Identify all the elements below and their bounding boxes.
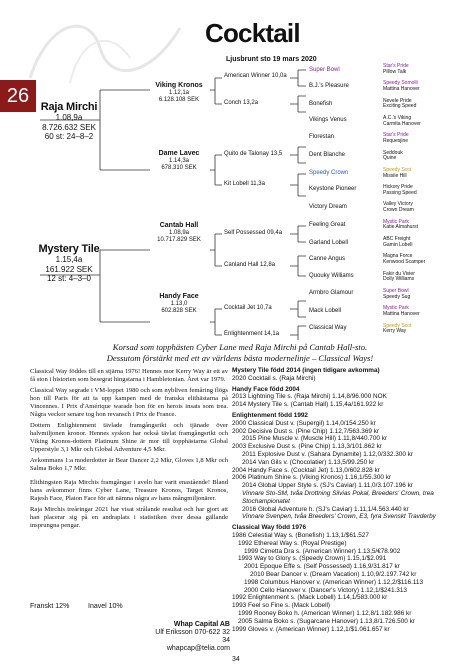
gen5-pair xyxy=(383,81,420,93)
right-line: 2006 Platinum Shine s. (Viking Kronos) 1.16,1/55.300 kr xyxy=(232,474,392,482)
right-line: 2014 Global Upper Style s. (SJ's Caviar) 1.11,0/3.107.196 kr xyxy=(242,482,413,490)
gen2-earnings: 6.128.108 SEK xyxy=(158,97,200,103)
gen5-pair xyxy=(383,168,411,180)
right-line: 2016 Global Adventure h. (SJ's Caviar) 1.11,1/4.563.440 kr xyxy=(242,505,409,513)
fee-inbreeding: Inavel 10% xyxy=(88,603,123,610)
right-line: 1986 Celestial Way s. (Bonefish) 1.13,1/$61.527 xyxy=(232,531,369,539)
sire-name: Raja Mirchi xyxy=(40,101,98,113)
right-line: 1999 Rooney Boko h. (American Winner) 1.12,8/1.182.986 kr xyxy=(238,609,412,617)
gen2-item xyxy=(145,81,213,104)
gen5-pair xyxy=(383,237,412,249)
dam-starts: 12 st: 4–3–0 xyxy=(46,274,92,283)
gen5-item: Speedy Sug xyxy=(383,293,411,300)
gen5-item: Requesjine xyxy=(383,137,409,144)
gen4-item: Garland Lobell xyxy=(309,240,349,246)
right-line: 2014 Mystery Tile s. (Cantab Hall) 1.15,4a/161.922 kr xyxy=(232,401,384,409)
gen2-record: 1.12,1a xyxy=(168,90,190,96)
right-column-text xyxy=(232,367,470,633)
gen2-record: 1.13,0 xyxy=(170,301,188,307)
gen2-name: Handy Face xyxy=(159,293,199,300)
right-line: 1999 Gloves v. (American Winner) 1.12,1/$1.061.657 kr xyxy=(232,625,390,633)
right-line: 2003 Exclusive Dust s. (Pine Chip) 1.13,3/101.862 kr xyxy=(232,443,382,451)
right-line: Classical Way född 1976 xyxy=(232,524,306,532)
breeder-name: Whap Capital AB xyxy=(173,621,230,628)
gen5-pair xyxy=(383,306,420,318)
gen5-item: Mattina Hanover xyxy=(383,310,420,317)
right-line: 2004 Handy Face s. (Cocktail Jet) 1.13,0/602.828 kr xyxy=(232,466,380,474)
gen4-item: Keystone Pioneer xyxy=(309,186,357,192)
gen5-item: Super Bowl xyxy=(383,287,409,294)
gen5-item: Star's Pride xyxy=(383,63,409,69)
right-line: 2001 Epoque Effe s. (Self Possessed) 1.16,9/31.817 kr xyxy=(244,563,400,571)
gen5-pair xyxy=(383,99,416,111)
gen5-item: Carmita Hanover xyxy=(383,120,421,127)
gen4-item: Florestan xyxy=(309,134,335,140)
gen5-pair xyxy=(383,254,425,266)
gen5-item: Mattina Hanover xyxy=(383,86,420,93)
right-line: Enlightenment född 1992 xyxy=(232,411,308,419)
gen4-item: Dent Blanche xyxy=(309,152,346,158)
gen4-item: Speedy Crown xyxy=(309,170,349,176)
sire-record: 1.08,9a xyxy=(55,113,83,122)
gen5-item: Speedy Scot xyxy=(383,166,412,173)
paragraph: Classical Way segrade i VM-loppet 1980 och som nybliven femåring flögs hon till Paris för att ta upp kampen med de franska elithästarna på Vincennes. I Prix d'Amérique warade hon för en herois insats som trea. Några veckor senare tog hon revansch i Prix de France. xyxy=(30,387,228,418)
gen5-item: Missile Hill xyxy=(383,172,407,179)
gen5-item: Kerry Way xyxy=(383,328,407,335)
dam-name: Mystery Tile xyxy=(38,243,100,255)
gen5-item: Exciting Speed xyxy=(383,103,417,110)
gen5-item: Pillow Talk xyxy=(383,68,407,75)
breeder-contact: Ulf Eriksson 070-622 32 34 xyxy=(155,629,230,644)
page-number: 34 xyxy=(232,656,240,663)
right-line: 2011 Explosive Dust v. (Sahara Dynamite) 1.12,0/332.300 kr xyxy=(242,450,413,458)
gen3-item: Enlightenment 14,1a xyxy=(224,331,280,337)
gen5-item: Seddouk xyxy=(383,149,403,156)
right-line: 2014 Van Gils v. (Chocolatier) 1.13,5/99.250 kr xyxy=(242,458,375,466)
page-subtitle: Ljusbrunt sto 19 mars 2020 xyxy=(226,56,317,63)
right-line: 1998 Columbus Hanover v. (American Winner) 1.12,2/$116.113 xyxy=(244,578,424,586)
gen4-item: Victory Dream xyxy=(309,204,347,210)
dam-block xyxy=(30,243,108,284)
gen5-item: Nevele Pride xyxy=(383,97,412,104)
gen2-earnings: 678.310 SEK xyxy=(161,165,197,171)
gen3-item: Cocktail Jet 10,7a xyxy=(224,305,272,311)
sire-block xyxy=(30,101,108,142)
paragraph: Classical Way föddes till en stjärna 1976! Hennes mor Kerry Way är ett av få ston i historien som besegrat hingstarna i Hambletonian. Året var 1979. xyxy=(30,368,228,383)
gen5-pair xyxy=(383,324,411,336)
gen4-item: Quouky Williams xyxy=(309,273,354,279)
page-title: Cocktail xyxy=(205,18,300,48)
gen5-item: Mystic Park xyxy=(383,305,409,312)
gen4-item: Vikings Venus xyxy=(309,117,347,123)
gen5-pair xyxy=(383,272,415,284)
lot-number-badge: 26 xyxy=(0,80,36,112)
right-line: Mystery Tile född 2014 (ingen tidigare avkomma) xyxy=(232,367,380,374)
right-line: 1992 Enlightenment s. (Mack Lobell) 1.14,1/583.000 kr xyxy=(232,594,388,602)
gen3-item: American Winner 10,0a xyxy=(224,73,287,79)
gen3-item: Self Possessed 09,4a xyxy=(224,230,283,236)
gen2-earnings: 10.717.829 SEK xyxy=(157,237,201,243)
tagline-line-2: Dessutom förstärkt med ett av världens bästa modernelinje – Classical Ways! xyxy=(106,352,374,363)
gen5-item: Crown Dream xyxy=(383,207,414,214)
right-line: 2000 Cello Hanover v. (Dancer's Victory) 1.12,1/$241.313 xyxy=(244,586,407,594)
right-line: 2015 Pine Muscle v. (Muscle Hill) 1.11,8/440.700 kr xyxy=(242,435,388,443)
gen4-item: Canne Angus xyxy=(309,256,346,262)
right-line: 2013 Lightning Tile s. (Raja Mirchi) 1.14,8/96.000 NOK xyxy=(232,393,387,401)
right-line: 2005 Salma Boko s. (Sugarcane Hanover) 1.13,8/1.726.500 kr xyxy=(238,617,415,625)
gen4-item: Super Bowl xyxy=(309,67,340,73)
gen3-item: Conch 13,2a xyxy=(224,100,259,106)
gen5-item: Gamin Lobell xyxy=(383,241,413,248)
gen5-item: Kenwood Scamper xyxy=(383,259,426,266)
right-line: Vinnare Sto-SM, tvåa Drottning Silvias Pokal, Breeders' Crown, trea Stochampionatet xyxy=(242,489,434,505)
gen4-item: Mack Lobell xyxy=(309,308,342,314)
gen5-item: Mystic Park xyxy=(383,218,409,225)
paragraph: Elithingsten Raja Mirchis framgångar i aveln har varit enastående! Bland hans avkommor finns Cyber Lane, Treasure Kronos, Target Kronos, Rajesh Face, Platon Face för att nämna några av hans mångmiljonärer. xyxy=(30,479,228,502)
gen5-item: Hickory Pride xyxy=(383,184,413,191)
gen3-item: Quito de Talonay 13,5 xyxy=(224,151,283,157)
paragraph: Dottern Enlightenment tävlade framgångsrikt och tjänade över halvmiljonen kronor. Hennes syskon har också tävlat framgångsrikt och Viking Kronos-dottern Platinum Shine är mor till topphästarna Global Upperstyle 3,1 Mkr och Global Adventure 4,5 Mkr. xyxy=(30,422,228,453)
gen5-item: Passing Speed xyxy=(383,189,417,196)
gen5-item: A.C.'s Viking xyxy=(383,114,412,121)
breeder-email: whapcap@telia.com xyxy=(166,645,230,652)
breeder-block xyxy=(150,621,230,653)
gen5-item: Dolly Williams xyxy=(383,276,415,283)
gen2-name: Viking Kronos xyxy=(155,82,203,89)
gen5-pair xyxy=(383,220,418,232)
tagline-line-1: Korsad som topphästen Cyber Lane med Raja Mirchi på Cantab Hall-sto. xyxy=(112,342,368,352)
paragraph: Avkommans 1:a moderdotter är Bear Dancer 2,2 Mkr, Gloves 1,8 Mkr och Salma Boko 1,7 Mkr. xyxy=(30,457,228,472)
gen2-record: 1.08,9a xyxy=(168,230,190,236)
right-line: 1992 Ethereal Way s. (Royal Prestige) xyxy=(238,539,347,547)
gen2-name: Cantab Hall xyxy=(159,222,199,229)
gen5-item: Star's Pride xyxy=(383,132,409,139)
gen3-item: Kit Lobell 11,3a xyxy=(224,181,265,187)
gen5-item: Katie Almahurst xyxy=(383,224,419,231)
right-line: 2020 Cocktail s. (Raja Mirchi) xyxy=(232,374,316,382)
gen2-item xyxy=(145,221,213,244)
gen2-name: Dame Lavec xyxy=(158,150,200,157)
paragraph: Raja Mirchis treåringar 2021 har visat strålande resultat och har gjort att han placerar sig på en andraplats i statistiken över dessa gällande insprungna pengar. xyxy=(30,506,228,529)
gen2-earnings: 602.828 SEK xyxy=(161,308,197,314)
gen5-item: ABC Freight xyxy=(383,236,411,242)
right-line: 2002 Decisive Dust s. (Pine Chip) 1.12,7/563.369 kr xyxy=(232,427,380,435)
right-line: Vinnare Svenpen, tvåa Breeders' Crown, E3, fyra Svenskt Travderby xyxy=(242,513,436,521)
gen4-item: Feeling Great xyxy=(309,222,346,228)
right-line: 1993 Way to Glory s. (Speedy Crown) 1.15,1/$2.091 xyxy=(238,555,387,563)
right-line: Handy Face född 2004 xyxy=(232,385,300,393)
gen5-pair xyxy=(383,202,414,214)
right-line: 1993 Feel so Fine s. (Mack Lobell) xyxy=(232,602,331,610)
dam-record: 1.15,4a xyxy=(55,255,83,264)
tagline xyxy=(40,342,440,363)
gen5-item: Quine xyxy=(383,155,397,162)
gen2-item xyxy=(145,292,213,315)
sire-earnings: 8.726.632 SEK xyxy=(42,122,96,132)
gen5-pair xyxy=(383,64,409,76)
gen5-pair xyxy=(383,151,403,163)
right-line: 2000 Classical Dust v. (Supergil) 1.14,0/154.250 kr xyxy=(232,419,376,427)
gen2-item xyxy=(145,149,213,172)
gen5-pair xyxy=(383,185,417,197)
fee-french: Franskt 12% xyxy=(30,603,70,610)
gen5-item: Fakir du Vivier xyxy=(383,270,415,277)
gen5-item: Speedy Scot xyxy=(383,322,412,329)
gen2-record: 1.14,3a xyxy=(168,158,190,164)
gen4-item: B.J.'s Pleasure xyxy=(309,83,349,89)
gen5-pair xyxy=(383,289,410,301)
gen5-pair xyxy=(383,133,409,145)
sire-starts: 60 st: 24–8–2 xyxy=(44,132,94,141)
dam-earnings: 161.922 SEK xyxy=(45,264,93,274)
right-line: 1999 Cimetta Dra s. (American Winner) 1.13,5/€78.902 xyxy=(244,547,401,555)
left-column-text xyxy=(30,368,228,530)
gen3-item: Canland Hall 12,8a xyxy=(224,262,276,268)
gen4-item: Armbro Glamour xyxy=(309,290,354,296)
gen5-item: Magna Force xyxy=(383,253,413,260)
gen4-item: Bonefish xyxy=(309,101,333,107)
gen5-item: Speedy Somolli xyxy=(383,80,418,87)
right-line: 2010 Bear Dancer v. (Dream Vacation) 1.10,9/2.197.742 kr xyxy=(250,570,417,578)
gen5-pair xyxy=(383,116,421,128)
gen5-item: Valley Victory xyxy=(383,201,413,208)
gen4-item: Classical Way xyxy=(309,325,347,331)
